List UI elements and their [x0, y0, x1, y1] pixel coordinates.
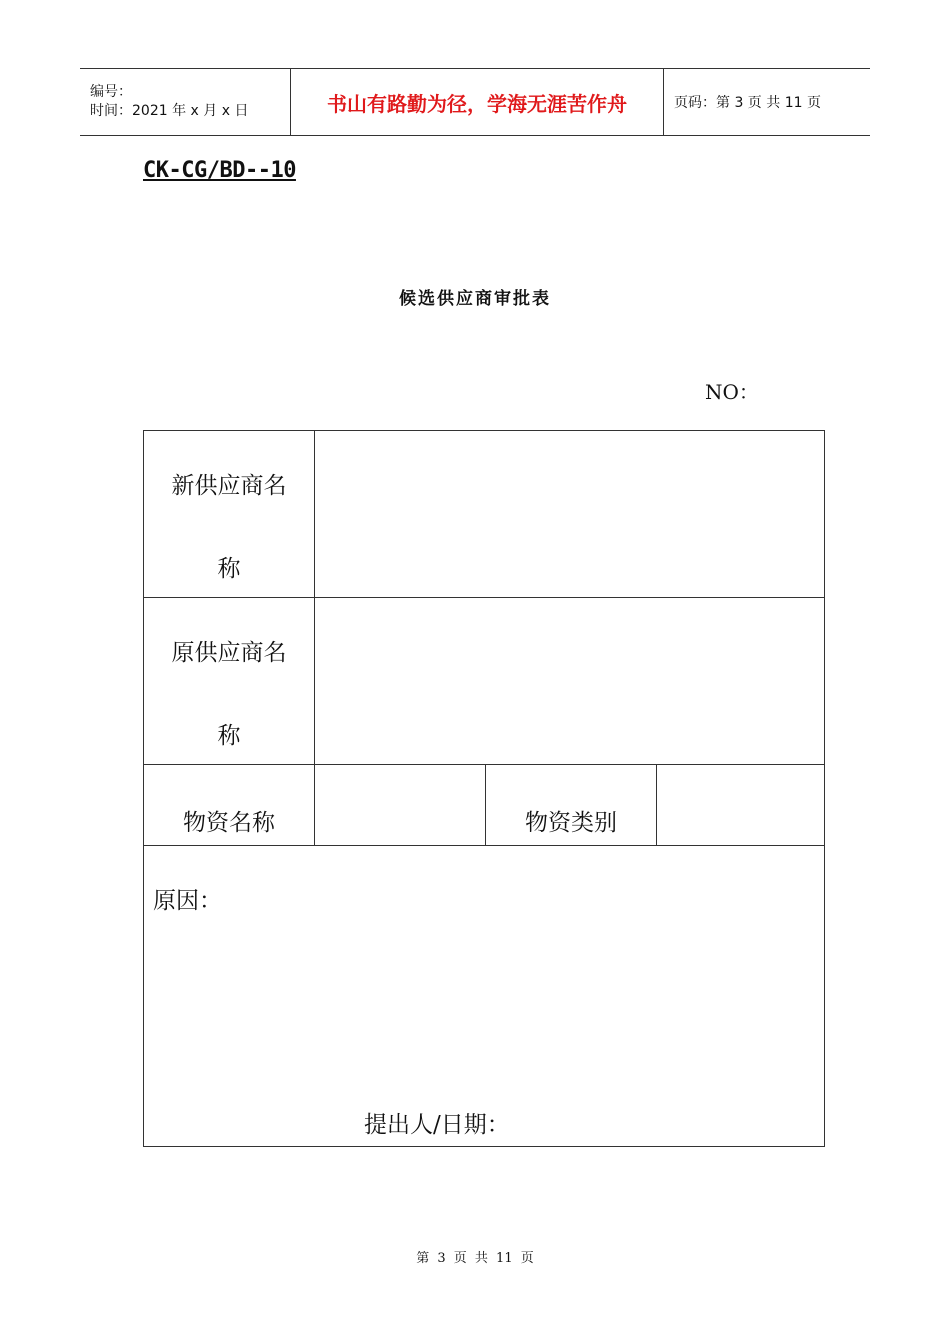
- page-header: [80, 68, 870, 136]
- proposer-date-label: 提出人/日期：: [364, 1112, 510, 1138]
- document-code: CK-CG/BD--10: [143, 158, 296, 183]
- material-name-value-cell[interactable]: [315, 765, 486, 846]
- new-supplier-label-cell: [144, 431, 315, 598]
- form-number-label: NO：: [705, 380, 759, 404]
- material-category-value-cell[interactable]: [657, 765, 825, 846]
- reason-cell[interactable]: [144, 846, 825, 1147]
- header-page-info: 页码：第 3 页 共 11 页: [664, 69, 871, 136]
- material-category-label: 物资类别: [486, 765, 657, 846]
- old-supplier-label-line2: 称: [217, 723, 241, 749]
- new-supplier-label-line2: 称: [217, 556, 241, 582]
- material-name-label: 物资名称: [144, 765, 315, 846]
- number-label: 编号：: [90, 84, 132, 100]
- new-supplier-value-cell[interactable]: [315, 431, 825, 598]
- old-supplier-label-line1: 原供应商名: [171, 640, 287, 666]
- approval-form-table: [143, 430, 825, 1147]
- header-meta: [80, 69, 291, 136]
- new-supplier-label-line1: 新供应商名: [171, 473, 287, 499]
- page-footer: 第 3 页 共 11 页: [416, 1251, 534, 1266]
- time-label: 时间：2021 年 x 月 x 日: [90, 103, 249, 119]
- header-motto: 书山有路勤为径，学海无涯苦作舟: [291, 69, 664, 136]
- reason-label: 原因：: [153, 888, 222, 914]
- old-supplier-value-cell[interactable]: [315, 598, 825, 765]
- old-supplier-label-cell: [144, 598, 315, 765]
- form-title: 候选供应商审批表: [399, 289, 551, 309]
